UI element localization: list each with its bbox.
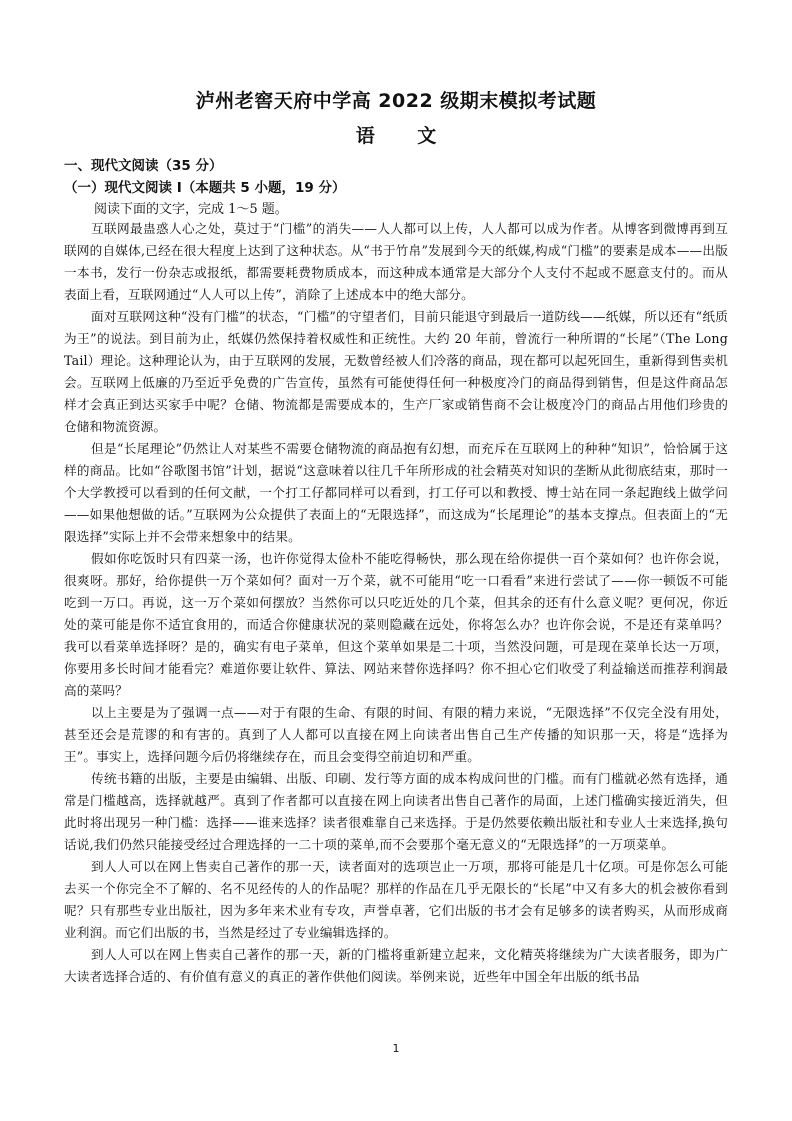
article-body <box>64 218 728 988</box>
subject-title: 语 文 <box>355 125 455 147</box>
section-subheading: （一）现代文阅读 I（本题共 5 小题，19 分） <box>64 180 346 196</box>
article-paragraph: 假如你吃饭时只有四菜一汤，也许你觉得太俭朴不能吃得畅快，那么现在给你提供一百个菜如何？也许你会说，很爽呀。那好，给你提供一万个菜如何？面对一万个菜，就不可能用“吃一口看看”来进行尝试了——你一顿饭不可能吃到一万口。再说，这一万个菜如何摆放？当然你可以只吃近处的几个菜，但其余的还有什么意义呢？更何况，你近处的菜可能是你不适宜食用的，而适合你健康状况的菜则隐藏在远处，你将怎么办？也许你会说，不是还有菜单吗？我可以看菜单选择呀？是的，确实有电子菜单，但这个菜单如果是二十项，当然没问题，可是现在菜单长达一万项，你要用多长时间才能看完？难道你要让软件、算法、网站来替你选择吗？你不担心它们收受了利益输送而推荐利润最高的菜吗？ <box>64 551 728 698</box>
article-paragraph: 面对互联网这种“没有门槛”的状态，“门槛”的守望者们，目前只能退守到最后一道防线——纸媒，所以还有“纸质为王”的说法。到目前为止，纸媒仍然保持着权威性和正统性。大约 20 年前，曾流行一种所谓的“长尾”（The Long Tail）理论。这种理论认为，由于互联网的发展，无数曾经被人们冷落的商品，现在都可以起死回生，重新得到售卖机会。互联网上低廉的乃至近乎免费的广告宣传，虽然有可能使得任何一种极度冷门的商品得到销售，但是这件商品怎样才会真正到达买家手中呢？仓储、物流都是需要成本的，生产厂家或销售商不会让极度冷门的商品占用他们珍贵的仓储和物流资源。 <box>64 309 728 434</box>
section-heading: 一、现代文阅读（35 分） <box>64 158 223 174</box>
reading-instruction: 阅读下面的文字，完成 1～5 题。 <box>94 202 288 217</box>
article-paragraph: 但是“长尾理论”仍然让人对某些不需要仓储物流的商品抱有幻想，而充斥在互联网上的种种“知识”，恰恰属于这样的商品。比如“谷歌图书馆”计划，据说“这意味着以往几千年所形成的社会精英对知识的垄断从此彻底结束，那时一个大学教授可以看到的任何文献，一个打工仔都同样可以看到，打工仔可以和教授、博士站在同一条起跑线上做学问——如果他想做的话。”互联网为公众提供了表面上的“无限选择”，而这成为“长尾理论”的基本支撑点。但表面上的“无限选择”实际上并不会带来想象中的结果。 <box>64 441 728 544</box>
article-paragraph: 到人人可以在网上售卖自己著作的那一天，新的门槛将重新建立起来，文化精英将继续为广大读者服务，即为广大读者选择合适的、有价值有意义的真正的著作供他们阅读。举例来说，近些年中国全年出版的纸书品 <box>64 947 728 984</box>
article-paragraph: 以上主要是为了强调一点——对于有限的生命、有限的时间、有限的精力来说，“无限选择”不仅完全没有用处，甚至还会是荒谬的和有害的。真到了人人都可以直接在网上向读者出售自己生产传播的知识那一天，将是“选择为王”。事实上，选择问题今后仍将继续存在，而且会变得空前迫切和严重。 <box>64 705 728 764</box>
page-number: 1 <box>392 1042 400 1055</box>
article-paragraph: 传统书籍的出版，主要是由编辑、出版、印刷、发行等方面的成本构成问世的门槛。而有门槛就必然有选择，通常是门槛越高，选择就越严。真到了作者都可以直接在网上向读者出售自己著作的局面，上述门槛确实接近消失，但此时将出现另一种门槛：选择——谁来选择？读者很难靠自己来选择。于是仍然要依赖出版社和专业人士来选择,换句话说,我们仍然只能接受经过合理选择的一二十项的菜单,而不会要那个毫无意义的“无限选择”的一万项菜单。 <box>64 771 728 852</box>
exam-title: 泸州老窖天府中学高 2022 级期末模拟考试题 <box>195 90 597 112</box>
article-paragraph: 到人人可以在网上售卖自己著作的那一天，读者面对的选项岂止一万项，那将可能是几十亿项。可是你怎么可能去买一个你完全不了解的、名不见经传的人的作品呢？那样的作品在几乎无限长的“长尾”中又有多大的机会被你看到呢？只有那些专业出版社，因为多年来术业有专攻，声誉卓著，它们出版的书才会有足够多的读者购买，从而形成商业利润。而它们出版的书，当然是经过了专业编辑选择的。 <box>64 859 728 940</box>
article-paragraph: 互联网最蛊惑人心之处，莫过于“门槛”的消失——人人都可以上传，人人都可以成为作者。从博客到微博再到互联网的自媒体,已经在很大程度上达到了这种状态。从“书于竹帛”发展到今天的纸媒,构成“门槛”的要素是成本——出版一本书，发行一份杂志或报纸，都需要耗费物质成本，而这种成本通常是大部分个人支付不起或不愿意支付的。而从表面上看，互联网通过“人人可以上传”，消除了上述成本中的绝大部分。 <box>64 221 728 302</box>
